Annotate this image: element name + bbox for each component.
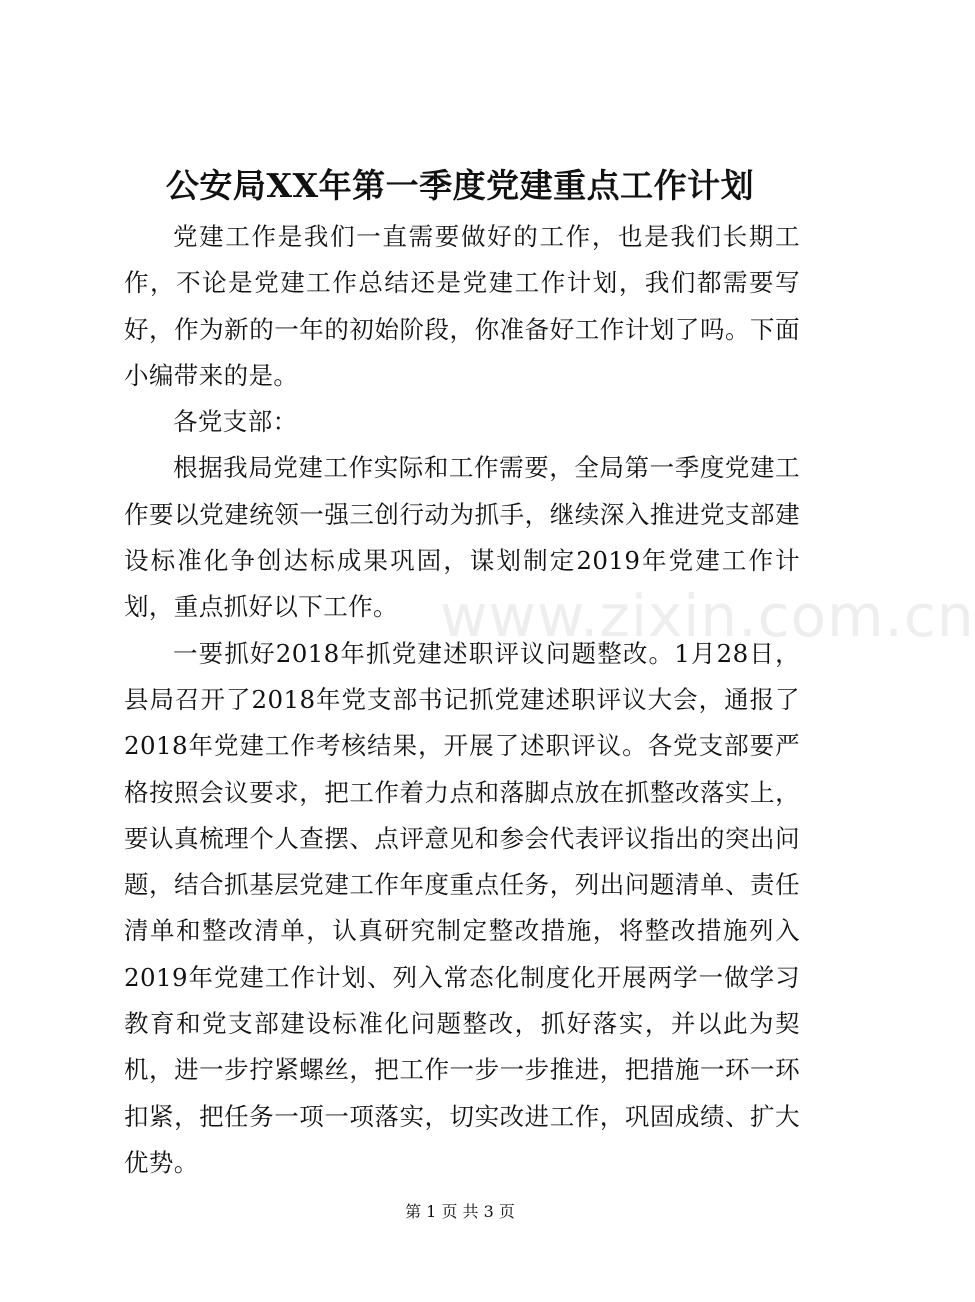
overview-paragraph: 根据我局党建工作实际和工作需要，全局第一季度党建工作要以党建统领一强三创行动为抓手，继续深入推进党支部建设标准化争创达标成果巩固，谋划制定2019年党建工作计划，重点抓好以下工作。: [124, 453, 800, 622]
site-watermark: www.zixin.com.cn: [440, 582, 975, 650]
page-number-footer: 第 1 页 共 3 页: [405, 1202, 515, 1221]
intro-paragraph: 党建工作是我们一直需要做好的工作，也是我们长期工作，不论是党建工作总结还是党建工作计划，我们都需要写好，作为新的一年的初始阶段，你准备好工作计划了吗。下面小编带来的是。: [124, 222, 800, 390]
task-one-paragraph: 一要抓好2018年抓党建述职评议问题整改。1月28日，县局召开了2018年党支部书记抓党建述职评议大会，通报了2018年党建工作考核结果，开展了述职评议。各党支部要严格按照会议要求，把工作着力点和落脚点放在抓整改落实上，要认真梳理个人查摆、点评意见和参会代表评议指出的突出问题，结合抓基层党建工作年度重点任务，列出问题清单、责任清单和整改清单，认真研究制定整改措施，将整改措施列入2019年党建工作计划、列入常态化制度化开展两学一做学习教育和党支部建设标准化问题整改，抓好落实，并以此为契机，进一步拧紧螺丝，把工作一步一步推进，把措施一环一环扣紧，把任务一项一项落实，切实改进工作，巩固成绩、扩大优势。: [124, 638, 800, 1177]
document-body: [124, 214, 800, 1186]
salutation-paragraph: 各党支部：: [173, 407, 298, 437]
document-title: 公安局XX年第一季度党建重点工作计划: [165, 166, 755, 205]
